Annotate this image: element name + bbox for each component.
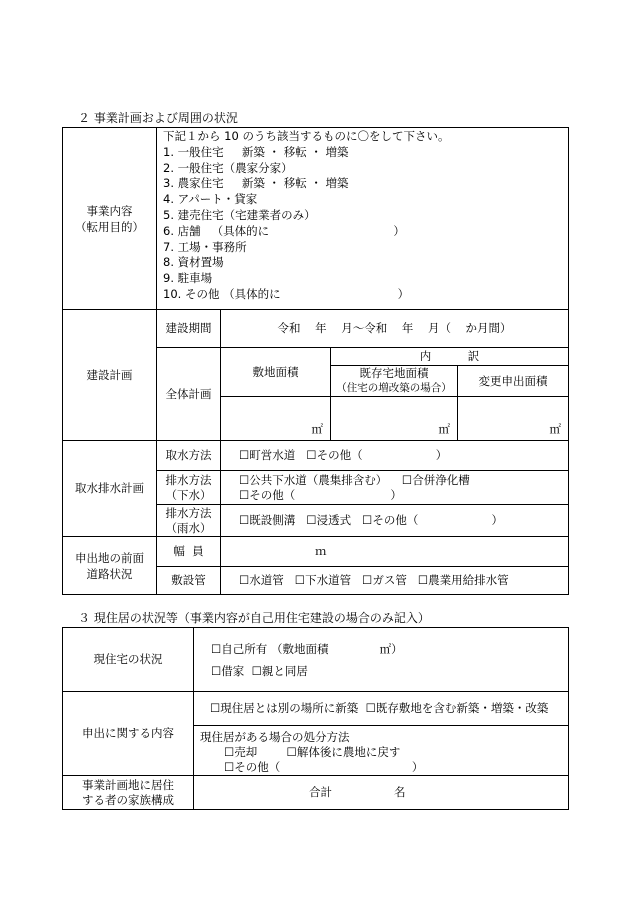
intake-method-options[interactable]: ☐町営水道 ☐その他（ ） [221,441,569,471]
business-plan-table [62,127,569,595]
rain-method-sublabel: （雨水） [165,520,212,535]
business-option[interactable]: 7. 工場・事務所 [163,239,247,254]
sewage-method-label-cell [157,471,221,505]
sewage-method-label: 排水方法 [165,472,212,487]
road-condition-label-cell [63,537,157,595]
pipes-label: 敷設管 [157,567,221,595]
site-area-label: 敷地面積 [221,348,331,397]
construction-plan-label: 建設計画 [63,310,157,441]
existing-area-label-cell [331,366,458,397]
application-content-label: 申出に関する内容 [63,692,194,776]
business-option[interactable]: 3. 農家住宅 新築 ・ 移転 ・ 増築 [163,176,349,191]
rain-method-label-cell [157,505,221,537]
family-total-field[interactable] [194,776,569,810]
family-composition-label-cell [63,776,194,810]
water-plan-label: 取水排水計画 [63,441,157,537]
change-area-field[interactable] [458,397,569,441]
business-option[interactable]: 10. その他 （具体的に ） [163,286,410,301]
family-composition-sublabel: する者の家族構成 [82,792,174,807]
family-persons-unit: 名 [394,785,406,799]
current-residence-label: 現住宅の状況 [63,628,194,692]
road-condition-label: 申出地の前面 [75,550,144,565]
pipes-options[interactable]: ☐水道管 ☐下水道管 ☐ガス管 ☐農業用給排水管 [221,567,569,595]
sewage-method-options[interactable] [221,471,569,505]
rental-option[interactable]: ☐借家 ☐親と同居 [211,663,308,678]
own-property-option[interactable]: ☐自己所有 （敷地面積 ㎡） [211,641,403,656]
business-instruction: 下記１から 10 のうち該当するものに〇をして下さい。 [163,129,450,143]
sewage-option-row[interactable]: ☐公共下水道（農集排含む） ☐合併浄化槽 [239,472,470,487]
business-option[interactable]: 4. アパート・貸家 [163,192,258,207]
family-total-label: 合計 [309,785,332,799]
construction-period-label: 建設期間 [157,310,221,348]
change-area-label: 変更申出面積 [458,366,569,397]
business-option[interactable]: 9. 駐車場 [163,271,213,286]
existing-area-note: （住宅の増改築の場合） [336,382,452,394]
rain-method-options[interactable]: ☐既設側溝 ☐浸透式 ☐その他（ ） [221,505,569,537]
road-width-unit: ｍ [315,544,327,558]
road-width-label: 幅 員 [157,537,221,567]
road-condition-sublabel: 道路状況 [86,566,133,581]
breakdown-label: 内 訳 [331,348,569,366]
existing-area-label: 既存宅地面積 [359,366,429,380]
disposal-other-option[interactable]: ☐その他（ ） [224,760,424,774]
site-area-field[interactable] [221,397,331,441]
site-area-unit: ㎡ [311,422,323,436]
overall-plan-label: 全体計画 [157,348,221,441]
existing-area-field[interactable] [331,397,458,441]
business-option[interactable]: 2. 一般住宅（農家分家） [163,160,293,175]
rain-method-label: 排水方法 [165,505,212,520]
disposal-section [194,726,568,775]
sewage-method-sublabel: （下水） [165,487,212,502]
business-options-cell[interactable] [157,128,569,310]
new-build-options[interactable]: ☐現住居とは別の場所に新築 ☐既存敷地を含む新築・増築・改築 [194,692,568,726]
residence-table [62,627,569,810]
construction-period-field[interactable]: 令和 年 月～令和 年 月（ か月間） [221,310,569,348]
business-option[interactable]: 5. 建売住宅（宅建業者のみ） [163,207,316,222]
business-content-label-cell [63,128,157,310]
business-option[interactable]: 8. 資材置場 [163,255,224,270]
business-content-label: 事業内容 [86,203,133,218]
disposal-options[interactable]: ☐売却 ☐解体後に農地に戻す [224,745,401,759]
intake-method-label: 取水方法 [157,441,221,471]
disposal-title: 現住居がある場合の処分方法 [200,730,350,744]
application-content-cell [194,692,569,776]
conversion-purpose-label: （転用目的） [75,219,144,234]
current-residence-options[interactable] [194,628,569,692]
existing-area-unit: ㎡ [438,422,450,436]
family-composition-label: 事業計画地に居住 [82,777,174,792]
sewage-option-row[interactable]: ☐その他（ ） [239,487,402,502]
change-area-unit: ㎡ [549,422,562,436]
business-option[interactable]: 1. 一般住宅 新築 ・ 移転 ・ 増築 [163,144,349,159]
section-3-title: ３ 現住居の状況等（事業内容が自己用住宅建設の場合のみ記入） [78,611,430,625]
section-2-title: ２ 事業計画および周囲の状況 [78,111,238,125]
road-width-field[interactable] [221,537,569,567]
business-option[interactable]: 6. 店舗 （具体的に ） [163,223,405,238]
